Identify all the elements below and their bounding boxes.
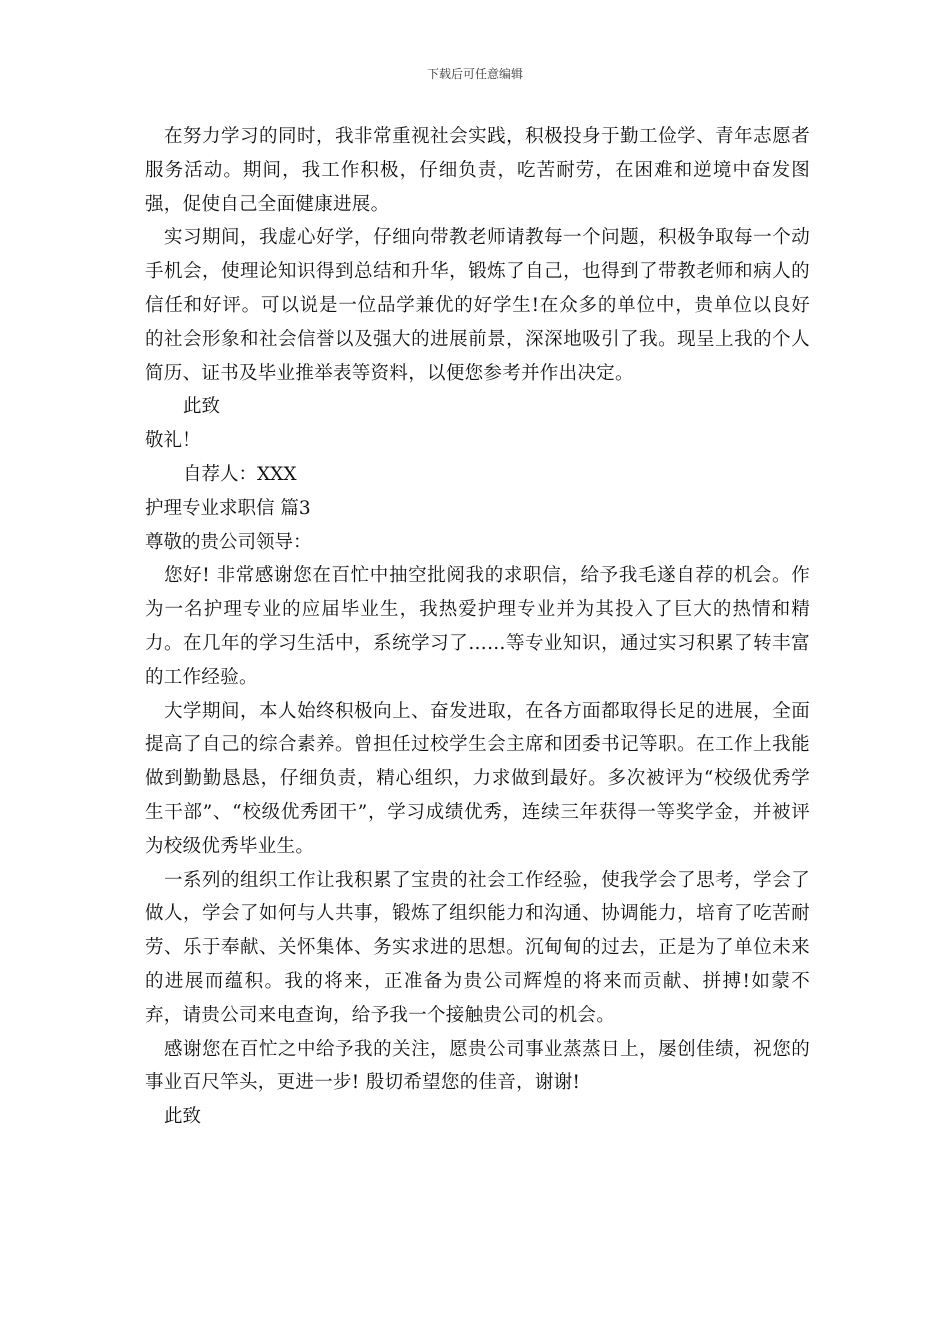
page-header: 下载后可任意编辑 <box>426 67 523 81</box>
closing-phrase-2: 此致 <box>164 1106 202 1128</box>
paragraph-internship: 实习期间，我虚心好学，仔细向带教老师请教每一个问题，积极争取每一个动手机会，使理论知识得到总结和升华，锻炼了自己，也得到了带教老师和病人的信任和好评。可以说是一位品学兼优的好学生!在众多的单位中，贵单位以良好的社会形象和社会信誉以及强大的进展前景，深深地吸引了我。现呈上我的个人简历、证书及毕业推举表等资料，以便您参考并作出决定。 <box>145 227 810 384</box>
paragraph-introduction: 您好! 非常感谢您在百忙中抽空批阅我的求职信，给予我毛遂自荐的机会。作为一名护理专业的应届毕业生，我热爱护理专业并为其投入了巨大的热情和精力。在几年的学习生活中，系统学习了……等专业知识，通过实习积累了转丰富的工作经验。 <box>145 565 810 688</box>
closing-phrase: 此致 <box>183 396 221 418</box>
paragraph-thanks: 感谢您在百忙之中给予我的关注，愿贵公司事业蒸蒸日上，屡创佳绩，祝您的事业百尺竿头，更进一步! 殷切希望您的佳音，谢谢! <box>145 1038 810 1094</box>
greeting-line: 尊敬的贵公司领导： <box>145 531 312 553</box>
section-title: 护理专业求职信 篇3 <box>145 497 311 519</box>
salutation: 敬礼！ <box>145 430 201 452</box>
paragraph-experience: 一系列的组织工作让我积累了宝贵的社会工作经验，使我学会了思考，学会了做人，学会了如何与人共事，锻炼了组织能力和沟通、协调能力，培育了吃苦耐劳、乐于奉献、关怀集体、务实求进的思想。沉甸甸的过去，正是为了单位未来的进展而蕴积。我的将来，正准备为贵公司辉煌的将来而贡献、拼搏!如蒙不弃，请贵公司来电查询，给予我一个接触贵公司的机会。 <box>145 869 810 1026</box>
paragraph-social-practice: 在努力学习的同时，我非常重视社会实践，积极投身于勤工俭学、青年志愿者服务活动。期间，我工作积极，仔细负责，吃苦耐劳，在困难和逆境中奋发图强，促使自己全面健康进展。 <box>145 126 810 215</box>
document-body <box>145 120 810 1134</box>
signature-line: 自荐人：XXX <box>183 463 297 485</box>
paragraph-university: 大学期间，本人始终积极向上、奋发进取，在各方面都取得长足的进展，全面提高了自己的综合素养。曾担任过校学生会主席和团委书记等职。在工作上我能做到勤勤恳恳，仔细负责，精心组织，力求做到最好。多次被评为“校级优秀学生干部”、“校级优秀团干”，学习成绩优秀，连续三年获得一等奖学金，并被评为校级优秀毕业生。 <box>145 700 810 857</box>
